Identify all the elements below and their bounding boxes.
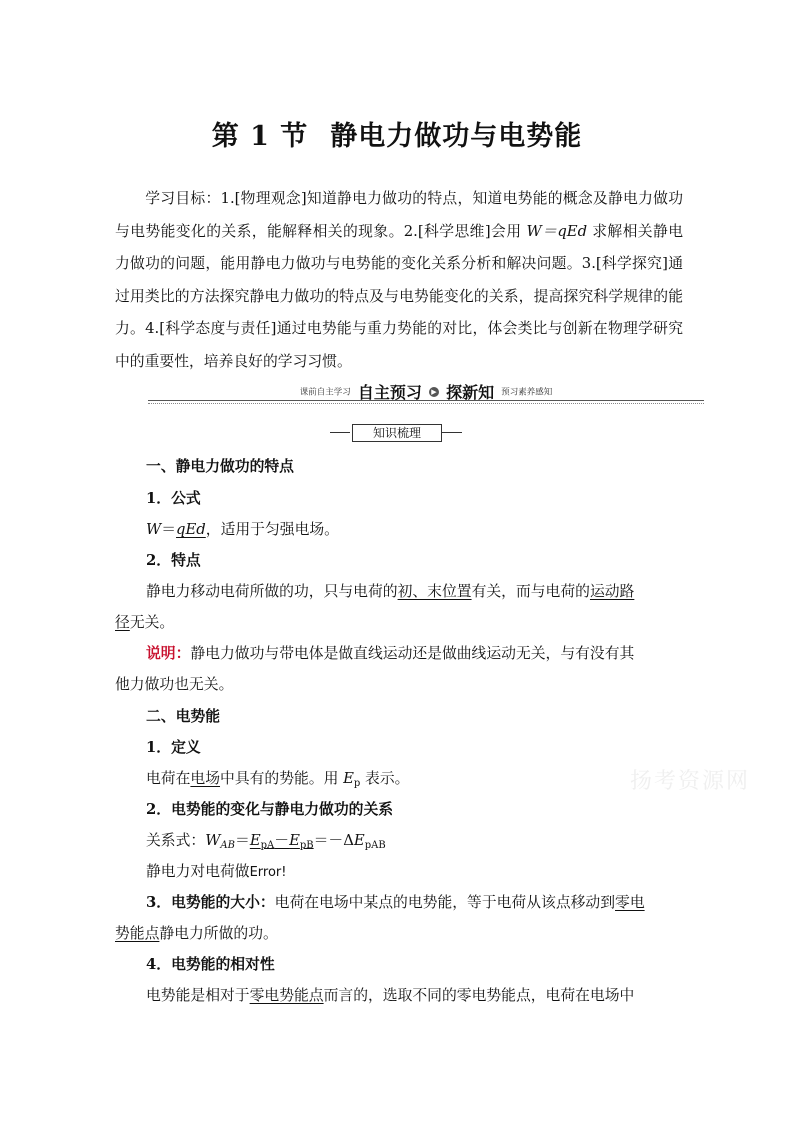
magnitude-blank-b: 势能点: [115, 925, 160, 942]
definition-text-a: 电荷在: [146, 770, 191, 787]
note-text-a: 静电力做功与带电体是做直线运动还是做曲线运动无关，与有没有其: [190, 645, 635, 662]
formula-qed: qEd: [176, 521, 206, 538]
section-title: 静电力做功与电势能: [330, 121, 583, 152]
relativity-text-b: 而言的，选取不同的零电势能点，电荷在电场中: [323, 987, 635, 1004]
tag-rule-left: [330, 432, 350, 433]
feature-blank-2a: 运动路: [589, 583, 635, 600]
section-banner: [148, 378, 704, 406]
feature-blank-1: 初、末位置: [397, 583, 472, 600]
formula-line: [146, 518, 339, 539]
relation-line: [146, 829, 386, 851]
watermark: 扬考资源网: [630, 769, 751, 794]
relation-eq: ＝: [235, 832, 250, 849]
learning-objectives: [115, 183, 683, 379]
heading-1: 一、静电力做功的特点: [146, 458, 294, 475]
subheading-feature: 2．特点: [146, 552, 201, 569]
formula-eq: ＝: [161, 521, 177, 538]
arrow-icon: ▶: [429, 387, 439, 397]
formula-note: ，适用于匀强电场。: [205, 521, 339, 538]
magnitude-blank-a: 零电: [615, 894, 645, 911]
relativity-blank: 零电势能点: [249, 987, 324, 1004]
error-line: [146, 860, 287, 881]
banner-left-label: 课前自主学习: [299, 387, 351, 398]
objectives-text: 学习目标：1.[物理观念]知道静电力做功的特点，知道电势能的概念及静电力做功与电势能变化的关系，能解释相关的现象。2.[科学思维]会用: [115, 190, 683, 240]
relation-e3: E: [353, 832, 365, 849]
banner-main-b: 探新知: [446, 383, 495, 402]
relativity-line: [146, 984, 634, 1005]
relation-w-sub: AB: [220, 840, 235, 851]
tag-label: 知识梳理: [352, 424, 442, 442]
tag-rule-right: [442, 432, 462, 433]
heading-2: 二、电势能: [146, 708, 220, 725]
magnitude-line-2: [115, 922, 278, 943]
relation-e1-sub: pA: [260, 840, 275, 851]
error-marker: Error!: [249, 865, 287, 880]
relation-eq2: ＝－Δ: [313, 832, 354, 849]
relation-w: W: [205, 832, 221, 849]
definition-text-c: 表示。: [360, 770, 410, 787]
banner-dotted-rule: [148, 403, 704, 404]
note-label: 说明：: [146, 645, 191, 662]
error-text: 静电力对电荷做: [146, 863, 250, 880]
magnitude-line-1: [146, 891, 645, 912]
feature-line-2: [115, 611, 174, 632]
page-title: [0, 114, 794, 153]
feature-text-b: 有关，而与电荷的: [471, 583, 590, 600]
relation-e1: E: [249, 832, 261, 849]
feature-line-1: [146, 580, 634, 601]
relation-e2: E: [289, 832, 300, 849]
knowledge-tag: [330, 424, 464, 442]
note-line-1: [146, 642, 634, 663]
magnitude-heading: 3．电势能的大小：: [146, 894, 275, 911]
note-line-2: 他力做功也无关。: [115, 676, 234, 693]
definition-text-b: 中具有的势能。用: [220, 770, 344, 787]
banner-right-label: 预习素养感知: [501, 387, 553, 398]
subheading-relativity: 4．电势能的相对性: [146, 956, 275, 973]
feature-text-c: 无关。: [129, 614, 175, 631]
relation-e3-sub: pAB: [364, 840, 386, 851]
magnitude-text-a: 电荷在电场中某点的电势能，等于电荷从该点移动到: [274, 894, 616, 911]
subheading-relation: 2．电势能的变化与静电力做功的关系: [146, 801, 394, 818]
definition-blank: 电场: [190, 770, 221, 787]
subheading-definition: 1．定义: [146, 739, 201, 756]
section-number: 第 1 节: [211, 121, 309, 152]
banner-main-a: 自主预习: [357, 383, 422, 402]
symbol-e-sub: p: [353, 778, 361, 789]
magnitude-text-b: 静电力所做的功。: [159, 925, 278, 942]
definition-line: [146, 767, 409, 789]
relativity-text-a: 电势能是相对于: [146, 987, 250, 1004]
feature-text-a: 静电力移动电荷所做的功，只与电荷的: [146, 583, 398, 600]
feature-blank-2b: 径: [115, 614, 130, 631]
objectives-text-rest: 求解相关静电力做功的问题，能用静电力做功与电势能的变化关系分析和解决问题。3.[科学探究]通过用类比的方法探究静电力做功的特点及与电势能变化的关系，提高探究科学规律的能力。4.[科学态度与责任]通过电势能与重力势能的对比，体会类比与创新在物理学研究中的重要性，培养良好的学习习惯。: [115, 222, 683, 370]
relation-e2-sub: pB: [299, 840, 314, 851]
relation-minus: －: [274, 832, 290, 849]
formula-w: W: [146, 521, 162, 538]
objectives-formula: W＝qEd: [526, 222, 588, 240]
symbol-e: E: [343, 770, 354, 787]
relation-label: 关系式：: [146, 832, 206, 849]
subheading-formula: 1．公式: [146, 490, 201, 507]
